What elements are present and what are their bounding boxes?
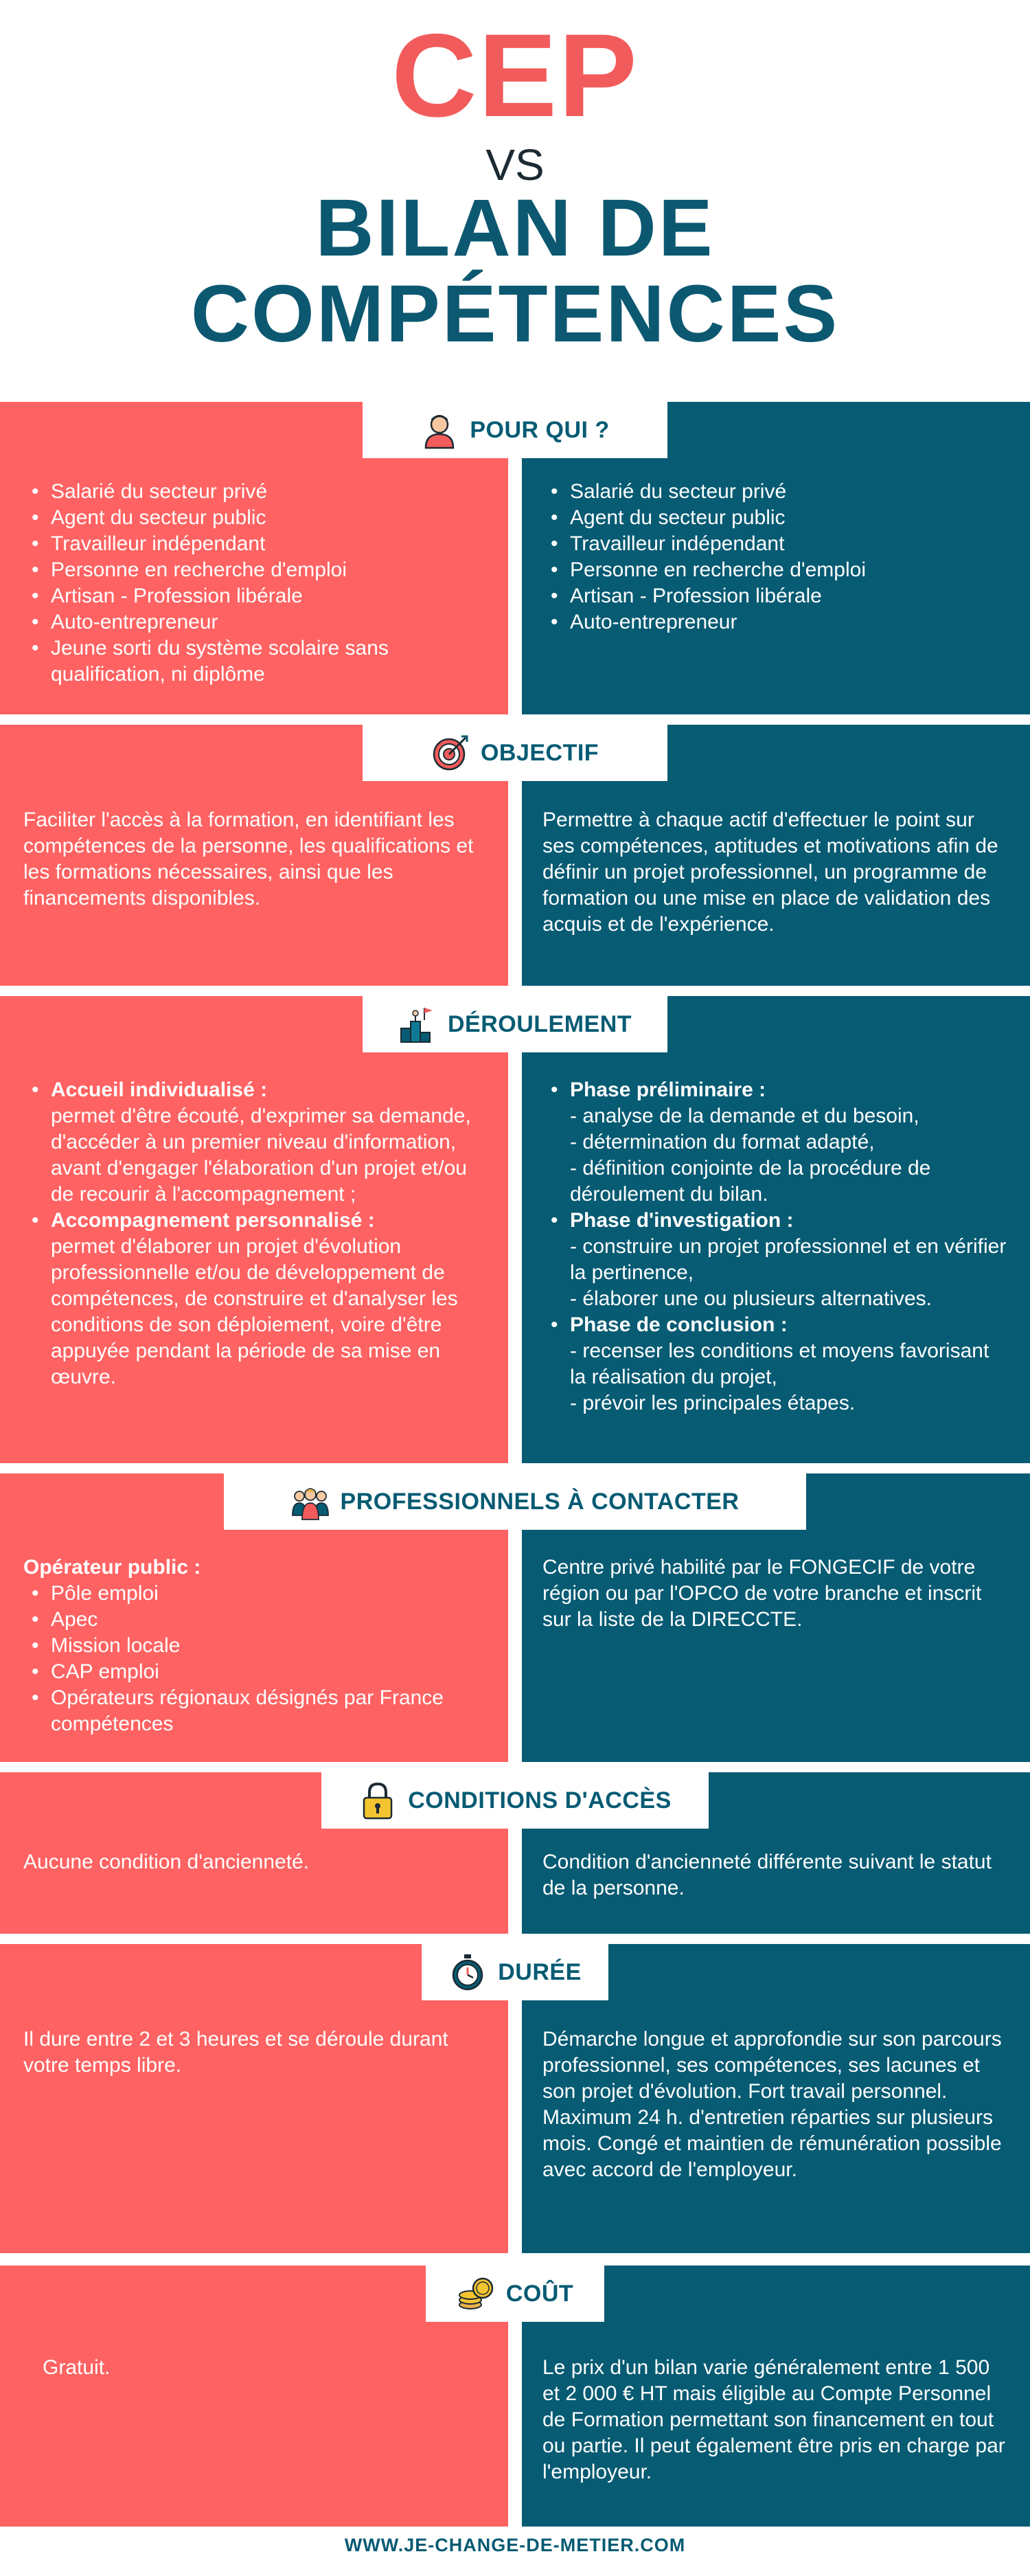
list-item: • Accompagnement personnalisé : permet d'élaborer un projet d'évolution professionnelle et/ou de développement de compétences, de construire et d'analyser les conditions de son déploiement, voire d'être appuyée pendant la période de sa mise en œuvre.: [23, 1208, 489, 1390]
item-heading: Accueil individualisé: [51, 1078, 255, 1101]
list-item: • Agent du secteur public: [23, 505, 489, 531]
item-line: - recenser les conditions et moyens favorisant la réalisation du projet,: [570, 1340, 989, 1388]
list-item: • Travailleur indépendant: [542, 531, 1009, 557]
list-item: • Agent du secteur public: [542, 505, 1009, 531]
item-heading: Phase préliminaire: [570, 1078, 753, 1101]
section-header-conditions: [321, 1772, 709, 1829]
list-item: • Pôle emploi: [23, 1581, 489, 1607]
item-heading: Phase d'investigation: [570, 1209, 781, 1232]
section-header-objectif: [363, 725, 667, 781]
objectif-left-text: Faciliter l'accès à la formation, en identifiant les compétences de la personne, les qualifications et les formations nécessaires, ainsi que les financements disponibles.: [23, 809, 474, 909]
cout-left-text: Gratuit.: [43, 2356, 111, 2379]
section-title: COÛT: [505, 2280, 574, 2307]
section-header-duree: [422, 1944, 608, 2000]
section-duree: [0, 1944, 1030, 2253]
section-objectif: [0, 725, 1030, 986]
list-item: • Artisan - Profession libérale: [542, 583, 1009, 609]
section-title: CONDITIONS D'ACCÈS: [408, 1787, 672, 1814]
section-conditions: [0, 1772, 1030, 1934]
list-item: • Salarié du secteur privé: [23, 479, 489, 505]
list-item: • Salarié du secteur privé: [542, 479, 1009, 505]
section-title: OBJECTIF: [480, 739, 599, 766]
item-heading: Accompagnement personnalisé: [51, 1209, 363, 1232]
list-item: • CAP emploi: [23, 1659, 489, 1685]
team-icon: [291, 1482, 330, 1521]
list-item: • Apec: [23, 1607, 489, 1633]
section-title: DÉROULEMENT: [447, 1010, 632, 1037]
list-item: • Artisan - Profession libérale: [23, 583, 489, 609]
deroulement-left: [0, 996, 508, 1463]
duree-right-text-1: Démarche longue et approfondie sur son parcours professionnel, ses compétences, ses lacunes et son projet d'évolution. Fort travail personnel.: [542, 2028, 1002, 2103]
target-icon: [431, 734, 470, 772]
section-header-cout: [426, 2266, 604, 2322]
item-text: permet d'élaborer un projet d'évolution professionnelle et/ou de développement de compétences, de construire et d'analyser les conditions de son déploiement, voire d'être appuyée pendant la période de sa mise en œuvre.: [51, 1235, 458, 1388]
list-item: • Accueil individualisé : permet d'être écouté, d'exprimer sa demande, d'accéder à un premier niveau d'information, avant d'engager l'élaboration d'un projet et/ou de recourir à l'accompagnement ;: [23, 1077, 489, 1208]
conditions-left-text: Aucune condition d'ancienneté.: [23, 1851, 310, 1873]
item-heading: Phase de conclusion: [570, 1313, 775, 1336]
conditions-right-text: Condition d'ancienneté différente suivant le statut de la personne.: [542, 1851, 992, 1899]
section-title: PROFESSIONNELS À CONTACTER: [340, 1488, 740, 1515]
section-title: DURÉE: [498, 1958, 582, 1985]
title-competences: COMPÉTENCES: [190, 269, 840, 359]
list-item: • Auto-entrepreneur: [23, 609, 489, 635]
item-text: permet d'être écouté, d'exprimer sa demande, d'accéder à un premier niveau d'information, avant d'engager l'élaboration d'un projet et/ou de recourir à l'accompagnement ;: [51, 1105, 471, 1206]
item-line: - détermination du format adapté,: [570, 1131, 875, 1153]
stopwatch-icon: [448, 1953, 487, 1991]
item-line: - construire un projet professionnel et en vérifier la pertinence,: [570, 1235, 1007, 1284]
footer-url[interactable]: WWW.JE-CHANGE-DE-METIER.COM: [344, 2535, 686, 2555]
section-header-deroulement: [363, 996, 667, 1052]
list-item: • Phase d'investigation : - construire un projet professionnel et en vérifier la pertinence, - élaborer une ou plusieurs alternatives.: [542, 1208, 1009, 1312]
podium-icon: [398, 1005, 437, 1043]
section-professionnels: [0, 1473, 1030, 1762]
section-pour-qui: [0, 402, 1030, 714]
title-block: [0, 0, 1030, 398]
person-icon: [420, 411, 459, 449]
section-header-pour-qui: [363, 402, 667, 458]
cout-right-text: Le prix d'un bilan varie généralement entre 1 500 et 2 000 € HT mais éligible au Compte Personnel de Formation permettant son financement en tout ou partie. Il peut également être pris en charge par l'employeur.: [542, 2356, 1005, 2483]
item-line: - élaborer une ou plusieurs alternatives.: [570, 1287, 932, 1310]
objectif-right-text: Permettre à chaque actif d'effectuer le point sur ses compétences, aptitudes et motivations afin de définir un projet professionnel, un programme de formation ou une mise en place de validation des acquis et de l'expérience.: [542, 809, 998, 936]
section-header-professionnels: [224, 1473, 806, 1530]
list-item: • Personne en recherche d'emploi: [542, 557, 1009, 583]
section-cout: [0, 2266, 1030, 2527]
duree-left-text: Il dure entre 2 et 3 heures et se déroule durant votre temps libre.: [23, 2028, 448, 2077]
section-deroulement: [0, 996, 1030, 1463]
list-item: • Mission locale: [23, 1633, 489, 1659]
list-item: • Phase préliminaire : - analyse de la demande et du besoin, - détermination du format adapté, - définition conjointe de la procédure de déroulement du bilan.: [542, 1077, 1009, 1208]
list-item: • Opérateurs régionaux désignés par France compétences: [23, 1685, 489, 1737]
deroulement-right: [522, 996, 1030, 1463]
title-bilan: BILAN DE: [315, 183, 715, 273]
title-vs: VS: [485, 140, 545, 190]
list-item: • Phase de conclusion : - recenser les conditions et moyens favorisant la réalisation du projet, - prévoir les principales étapes.: [542, 1312, 1009, 1416]
professionnels-right-text: Centre privé habilité par le FONGECIF de votre région ou par l'OPCO de votre branche et inscrit sur la liste de la DIRECCTE.: [542, 1556, 982, 1631]
item-line: - analyse de la demande et du besoin,: [570, 1105, 919, 1127]
section-title: POUR QUI ?: [470, 416, 610, 443]
title-cep: CEP: [391, 10, 639, 142]
operateur-heading: Opérateur public :: [23, 1556, 201, 1579]
item-line: - prévoir les principales étapes.: [570, 1392, 856, 1414]
coins-icon: [457, 2274, 495, 2313]
list-item: • Auto-entrepreneur: [542, 609, 1009, 635]
list-item: • Personne en recherche d'emploi: [23, 557, 489, 583]
padlock-icon: [358, 1781, 397, 1820]
duree-right-text-2: Maximum 24 h. d'entretien réparties sur plusieurs mois. Congé et maintien de rémunération possible avec accord de l'employeur.: [542, 2106, 1002, 2181]
list-item: • Travailleur indépendant: [23, 531, 489, 557]
list-item: • Jeune sorti du système scolaire sans qualification, ni diplôme: [23, 635, 489, 688]
item-line: - définition conjointe de la procédure de déroulement du bilan.: [570, 1157, 931, 1206]
